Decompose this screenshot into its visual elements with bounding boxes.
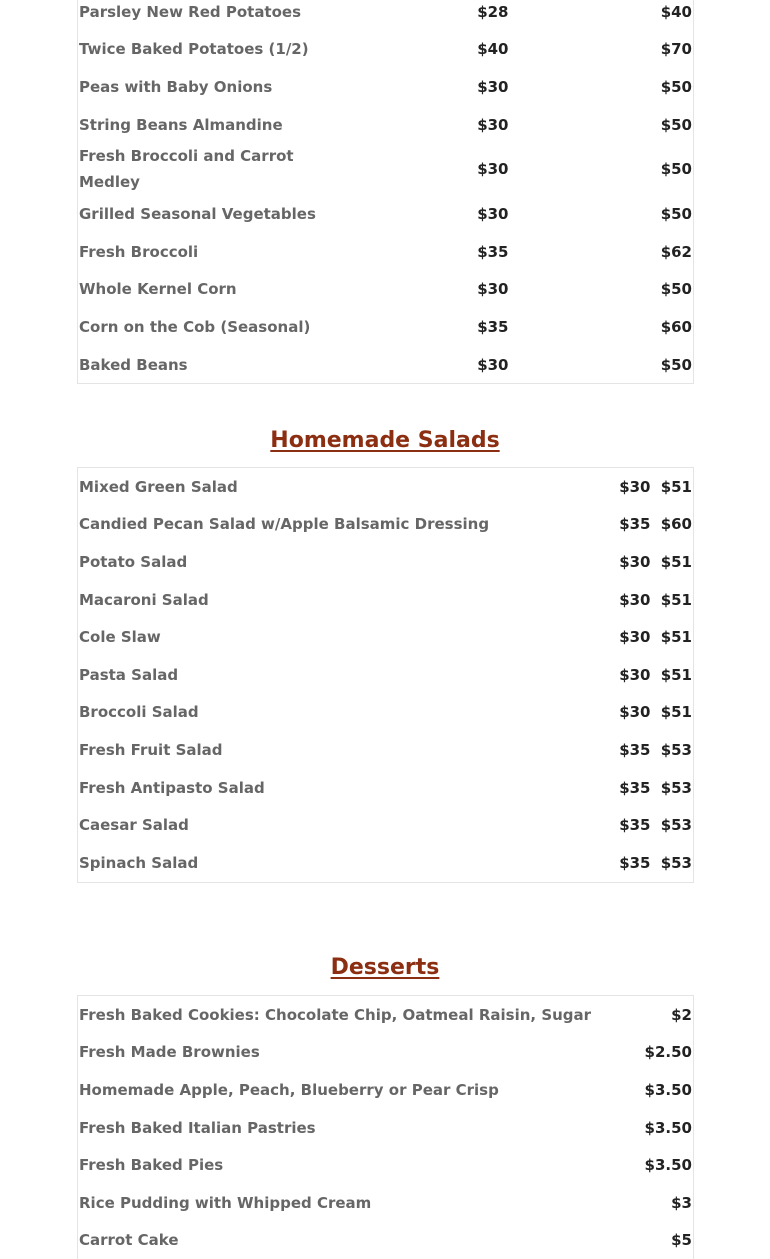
table-row: [78, 694, 694, 732]
half-tray-price: $30: [477, 205, 509, 224]
table-row: [78, 769, 694, 807]
half-tray-price: $30: [619, 628, 651, 647]
table-row: [78, 656, 694, 694]
item-name: Candied Pecan Salad w/Apple Balsamic Dressing: [79, 515, 490, 534]
table-row: [78, 308, 694, 346]
table-row: [78, 1222, 694, 1259]
table-row: [78, 271, 694, 309]
item-name: Fresh Broccoli and Carrot Medley: [79, 147, 294, 192]
item-name: Twice Baked Potatoes (1/2): [79, 40, 309, 59]
item-name: Homemade Apple, Peach, Blueberry or Pear Crisp: [79, 1080, 499, 1099]
item-name: Broccoli Salad: [79, 703, 199, 722]
item-name: Pasta Salad: [79, 665, 179, 684]
desserts-heading: Desserts: [330, 955, 440, 980]
full-tray-price: $50: [660, 355, 692, 374]
half-tray-price: $30: [477, 115, 509, 134]
table-row: [78, 68, 694, 106]
table-row: [78, 1109, 694, 1147]
desserts-section: [77, 995, 693, 1259]
full-tray-price: $60: [660, 515, 692, 534]
table-row: [78, 346, 694, 384]
item-name: Potato Salad: [79, 552, 188, 571]
table-row: [78, 996, 694, 1034]
full-tray-price: $60: [660, 317, 692, 336]
item-price: $3.50: [644, 1156, 692, 1175]
item-name: Peas with Baby Onions: [79, 77, 273, 96]
half-tray-price: $35: [619, 853, 651, 872]
item-price: $3.50: [644, 1118, 692, 1137]
half-tray-price: $35: [477, 317, 509, 336]
item-name: Rice Pudding with Whipped Cream: [79, 1193, 372, 1212]
full-tray-price: $50: [660, 280, 692, 299]
half-tray-price: $30: [619, 703, 651, 722]
table-row: [78, 31, 694, 69]
half-tray-price: $30: [477, 355, 509, 374]
half-tray-price: $35: [619, 816, 651, 835]
full-tray-price: $40: [660, 2, 692, 21]
item-name: Fresh Baked Italian Pastries: [79, 1118, 316, 1137]
full-tray-price: $53: [660, 816, 692, 835]
table-row: [78, 233, 694, 271]
half-tray-price: $35: [619, 778, 651, 797]
table-row: [78, 0, 694, 31]
table-row: [78, 1071, 694, 1109]
half-tray-price: $35: [619, 740, 651, 759]
half-tray-price: $28: [477, 2, 509, 21]
table-row: [78, 195, 694, 233]
half-tray-price: $30: [477, 280, 509, 299]
half-tray-price: $30: [619, 665, 651, 684]
full-tray-price: $62: [660, 242, 692, 261]
table-row: [78, 581, 694, 619]
item-name: Cole Slaw: [79, 628, 161, 647]
full-tray-price: $51: [660, 665, 692, 684]
item-price: $2: [671, 1005, 692, 1024]
item-name: Parsley New Red Potatoes: [79, 2, 302, 21]
full-tray-price: $51: [660, 628, 692, 647]
sides-section: [77, 0, 693, 384]
full-tray-price: $50: [660, 160, 692, 179]
table-row: [78, 106, 694, 144]
half-tray-price: $30: [619, 477, 651, 496]
half-tray-price: $30: [619, 590, 651, 609]
item-name: Macaroni Salad: [79, 590, 209, 609]
half-tray-price: $30: [477, 77, 509, 96]
full-tray-price: $50: [660, 205, 692, 224]
salads-heading: Homemade Salads: [270, 428, 500, 453]
table-row: [78, 468, 694, 506]
half-tray-price: $35: [619, 515, 651, 534]
item-name: Carrot Cake: [79, 1231, 179, 1250]
table-row: [78, 143, 694, 195]
salads-section: [77, 467, 693, 883]
full-tray-price: $70: [660, 40, 692, 59]
item-name: Fresh Baked Cookies: Chocolate Chip, Oatmeal Raisin, Sugar: [79, 1005, 592, 1024]
half-tray-price: $35: [477, 242, 509, 261]
table-row: [78, 506, 694, 544]
item-name: Fresh Broccoli: [79, 242, 199, 261]
item-name: Baked Beans: [79, 355, 188, 374]
item-price: $3: [671, 1193, 692, 1212]
item-name: Corn on the Cob (Seasonal): [79, 317, 311, 336]
item-price: $5: [671, 1231, 692, 1250]
salads-price-table: [77, 467, 694, 883]
sides-price-table: [77, 0, 694, 384]
desserts-price-table: [77, 995, 694, 1259]
item-name: Fresh Baked Pies: [79, 1156, 224, 1175]
item-name: Whole Kernel Corn: [79, 280, 237, 299]
item-price: $3.50: [644, 1080, 692, 1099]
half-tray-price: $30: [619, 552, 651, 571]
full-tray-price: $51: [660, 552, 692, 571]
full-tray-price: $53: [660, 778, 692, 797]
full-tray-price: $53: [660, 740, 692, 759]
half-tray-price: $30: [477, 160, 509, 179]
item-name: Fresh Antipasto Salad: [79, 778, 265, 797]
table-row: [78, 1184, 694, 1222]
item-name: String Beans Almandine: [79, 115, 283, 134]
table-row: [78, 1034, 694, 1072]
item-name: Fresh Made Brownies: [79, 1043, 260, 1062]
table-row: [78, 543, 694, 581]
item-name: Mixed Green Salad: [79, 477, 238, 496]
full-tray-price: $50: [660, 115, 692, 134]
full-tray-price: $53: [660, 853, 692, 872]
table-row: [78, 806, 694, 844]
item-name: Fresh Fruit Salad: [79, 740, 223, 759]
table-row: [78, 731, 694, 769]
full-tray-price: $51: [660, 477, 692, 496]
full-tray-price: $50: [660, 77, 692, 96]
item-price: $2.50: [644, 1043, 692, 1062]
full-tray-price: $51: [660, 703, 692, 722]
table-row: [78, 844, 694, 882]
half-tray-price: $40: [477, 40, 509, 59]
table-row: [78, 618, 694, 656]
table-row: [78, 1146, 694, 1184]
item-name: Caesar Salad: [79, 816, 189, 835]
item-name: Grilled Seasonal Vegetables: [79, 205, 316, 224]
item-name: Spinach Salad: [79, 853, 199, 872]
full-tray-price: $51: [660, 590, 692, 609]
